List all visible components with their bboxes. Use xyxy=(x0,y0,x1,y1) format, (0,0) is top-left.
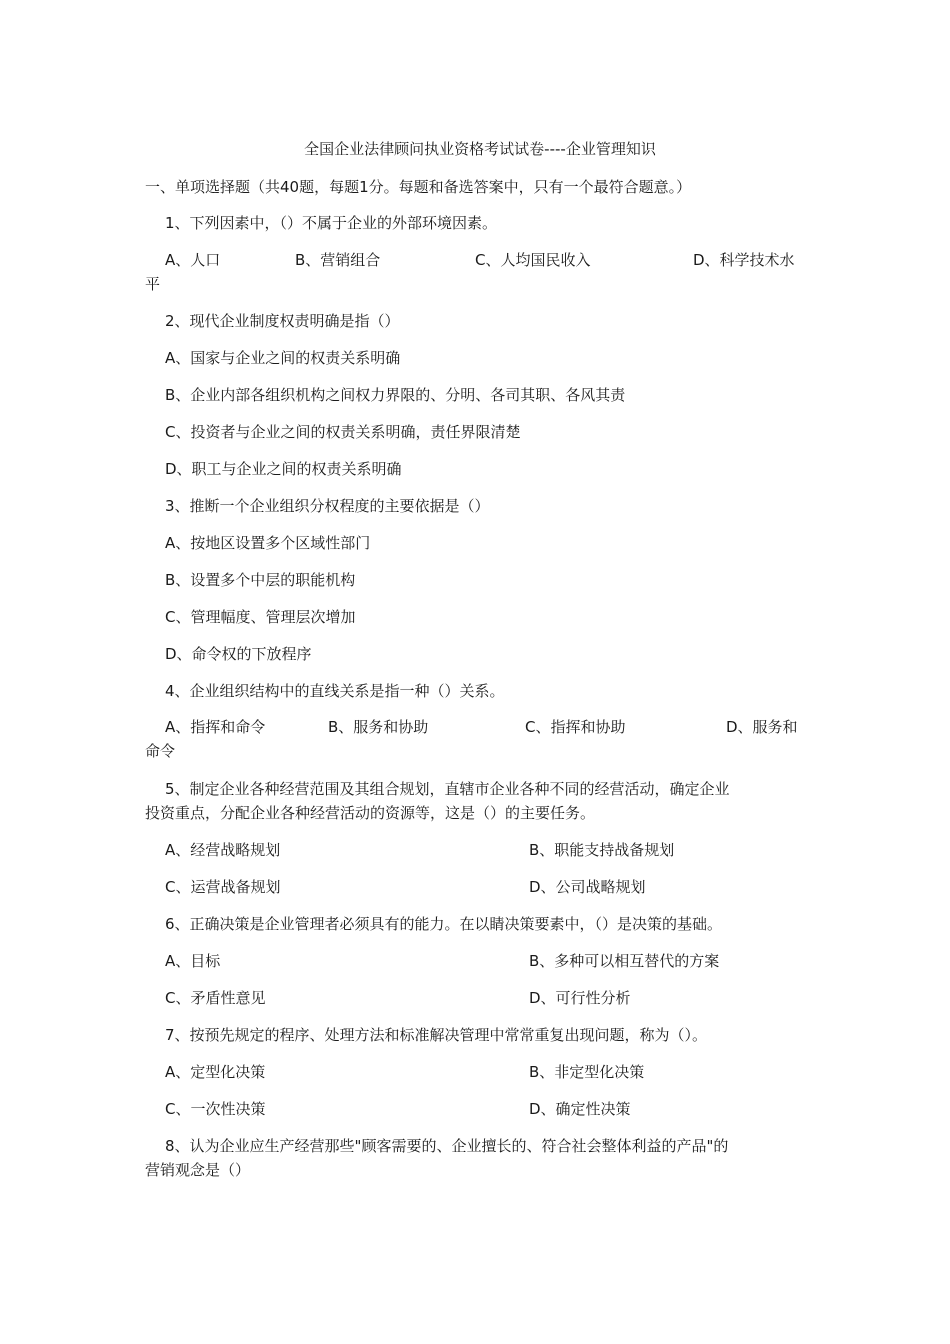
q3-option-c: C、管理幅度、管理层次增加 xyxy=(165,608,356,626)
q4-option-c: C、指挥和协助 xyxy=(525,718,626,736)
q6-option-d: D、可行性分析 xyxy=(529,989,631,1007)
question-1-stem: 1、下列因素中，（）不属于企业的外部环境因素。 xyxy=(165,214,498,232)
q5-option-d: D、公司战略规划 xyxy=(529,878,646,896)
q7-option-c: C、一次性决策 xyxy=(165,1100,266,1118)
q3-option-d: D、命令权的下放程序 xyxy=(165,645,312,663)
q1-option-d-continued: 平 xyxy=(145,275,161,293)
question-4-stem: 4、企业组织结构中的直线关系是指一种（）关系。 xyxy=(165,682,505,700)
q1-option-d: D、科学技术水 xyxy=(693,251,795,269)
section-heading: 一、单项选择题（共40题，每题1分。每题和备选答案中，只有一个最符合题意。） xyxy=(145,178,692,196)
q6-option-b: B、多种可以相互替代的方案 xyxy=(529,952,720,970)
question-7-stem: 7、按预先规定的程序、处理方法和标准解决管理中常常重复出现问题，称为（）。 xyxy=(165,1026,708,1044)
q5-option-a: A、经营战略规划 xyxy=(165,841,281,859)
document-title: 全国企业法律顾问执业资格考试试卷----企业管理知识 xyxy=(304,140,656,158)
q2-option-b: B、企业内部各组织机构之间权力界限的、分明、各司其职、各风其责 xyxy=(165,386,626,404)
q5-option-b: B、职能支持战备规划 xyxy=(529,841,675,859)
q2-option-c: C、投资者与企业之间的权责关系明确，责任界限清楚 xyxy=(165,423,521,441)
question-8-stem-line-1: 8、认为企业应生产经营那些"顾客需要的、企业擅长的、符合社会整体利益的产品"的 xyxy=(165,1137,729,1155)
question-5-stem-line-2: 投资重点，分配企业各种经营活动的资源等，这是（）的主要任务。 xyxy=(145,804,596,822)
question-8-stem-line-2: 营销观念是（） xyxy=(145,1161,251,1179)
q1-option-c: C、人均国民收入 xyxy=(475,251,591,269)
question-5-stem-line-1: 5、制定企业各种经营范围及其组合规划，直辖市企业各种不同的经营活动，确定企业 xyxy=(165,780,730,798)
question-2-stem: 2、现代企业制度权责明确是指（） xyxy=(165,312,400,330)
q2-option-d: D、职工与企业之间的权责关系明确 xyxy=(165,460,402,478)
q6-option-c: C、矛盾性意见 xyxy=(165,989,266,1007)
q3-option-a: A、按地区设置多个区域性部门 xyxy=(165,534,371,552)
q7-option-a: A、定型化决策 xyxy=(165,1063,266,1081)
q3-option-b: B、设置多个中层的职能机构 xyxy=(165,571,356,589)
q4-option-a: A、指挥和命令 xyxy=(165,718,266,736)
q1-option-b: B、营销组合 xyxy=(295,251,381,269)
q4-option-b: B、服务和协助 xyxy=(328,718,429,736)
q5-option-c: C、运营战备规划 xyxy=(165,878,281,896)
q2-option-a: A、国家与企业之间的权责关系明确 xyxy=(165,349,401,367)
q4-option-d: D、服务和 xyxy=(726,718,798,736)
q4-option-d-continued: 命令 xyxy=(145,742,176,760)
q7-option-b: B、非定型化决策 xyxy=(529,1063,645,1081)
q6-option-a: A、目标 xyxy=(165,952,221,970)
question-3-stem: 3、推断一个企业组织分权程度的主要依据是（） xyxy=(165,497,490,515)
q7-option-d: D、确定性决策 xyxy=(529,1100,631,1118)
q1-option-a: A、人口 xyxy=(165,251,221,269)
question-6-stem: 6、正确决策是企业管理者必须具有的能力。在以睛决策要素中，（）是决策的基础。 xyxy=(165,915,723,933)
